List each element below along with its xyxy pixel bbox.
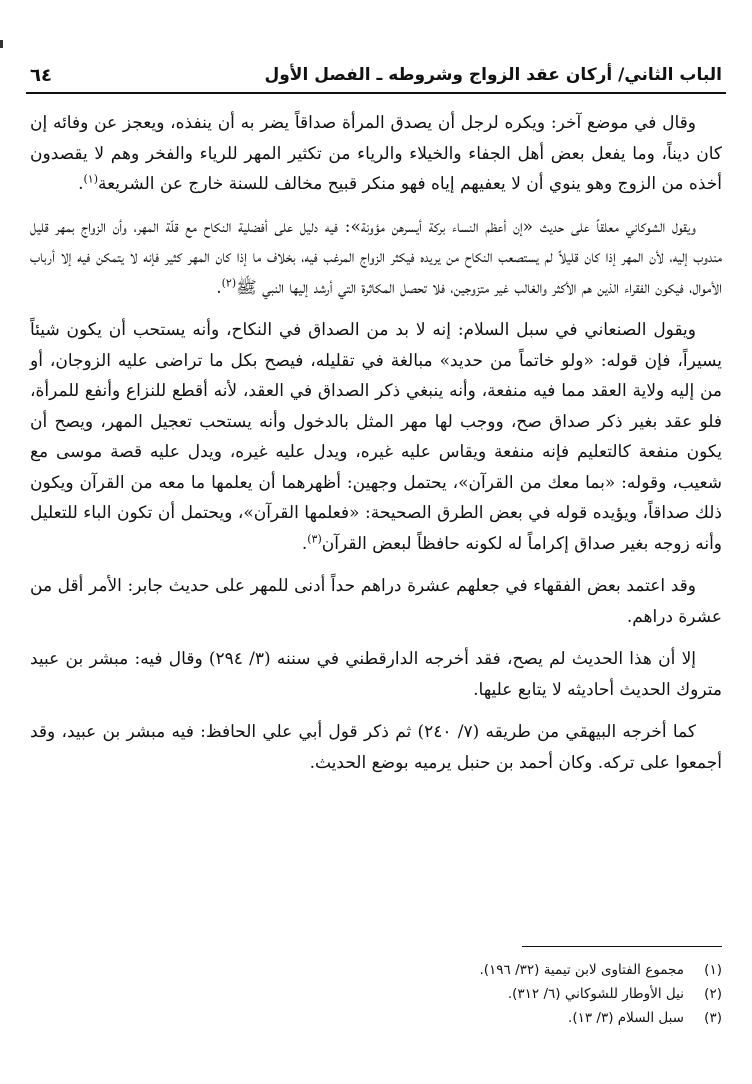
footnote (30, 1006, 722, 1030)
footnote-number: (٢) (704, 986, 722, 1002)
paragraph: إلا أن هذا الحديث لم يصح، فقد أخرجه الدارقطني في سننه (٣/ ٢٩٤) وقال فيه: مبشر بن عبيد متروك الحديث أحاديثه لا يتابع عليها. (30, 649, 722, 700)
footnote-text: نيل الأوطار للشوكاني (٦/ ٣١٢). (507, 986, 684, 1002)
footnote-ref: (٢) (221, 275, 237, 289)
paragraph: ويقول الصنعاني في سبل السلام: إنه لا بد من الصداق في النكاح، وأنه يستحب أن يكون شيئاً يسيراً، فإن قوله: «ولو خاتماً من حديد» مبالغة في تقليله، فيصح بكل ما تراضى عليه الزوجان، أو من إليه ولاية العقد مما فيه منفعة، وأنه ينبغي ذكر الصداق في العقد، لأنه أقطع للنزاع وأنفع للمرأة، فلو عقد بغير ذكر صداق صح، ووجب لها مهر المثل بالدخول وأنه يستحب تعجيل المهر، ويصح أن يكون منفعة كالتعليم فإنه منفعة ويقاس عليه غيره، ويدل عليه غيره، ويدل عليه قصة موسى مع شعيب، وقوله: «بما معك من القرآن»، يحتمل وجهين: أظهرهما أن يعلمها ما معه من القرآن ويكون ذلك صداقاً، ويؤيده قوله في بعض الطرق الصحيحة: «فعلمها القرآن»، ويحتمل أن تكون الباء للتعليل وأنه زوجه بغير صداق إكراماً له لكونه حافظاً لبعض القرآن$^{(٣)}$. (30, 320, 722, 554)
header-rule (26, 92, 726, 94)
paragraph: وقال في موضع آخر: ويكره لرجل أن يصدق المرأة صداقاً يضر به أن ينفذه، ويعجز عن وفائه إن كان ديناً، وما يفعل بعض أهل الجفاء والخيلاء والرياء من تكثير المهر للرياء والفخر وهم لا يقصدون أخذه من الزوج وهو ينوي أن لا يعفيهم إياه فهو منكر قبيح مخالف للسنة خارج عن الشريعة$^{(١)}$. (30, 113, 722, 194)
paragraph: كما أخرجه البيهقي من طريقه (٧/ ٢٤٠) ثم ذكر قول أبي علي الحافظ: فيه مبشر بن عبيد، وقد أجمعوا على تركه. وكان أحمد بن حنبل يرميه بوضع الحديث. (30, 722, 722, 773)
footnote-text: مجموع الفتاوى لابن تيمية (٣٢/ ١٩٦). (479, 962, 684, 978)
footnote-rule (522, 946, 722, 947)
paragraph: وقد اعتمد بعض الفقهاء في جعلهم عشرة دراهم حداً أدنى للمهر على حديث جابر: الأمر أقل من عشرة دراهم. (30, 576, 722, 627)
footnote-number: (٣) (704, 1010, 722, 1026)
page-number: ٦٤ (30, 64, 52, 86)
footnote (30, 958, 722, 982)
main-text (30, 108, 722, 778)
footnote-ref: (٣) (307, 531, 322, 545)
running-header (30, 58, 722, 92)
header-title: الباب الثاني/ أركان عقد الزواج وشروطه ـ الفصل الأول (264, 65, 722, 85)
footnote-text: سبل السلام (٣/ ١٣). (568, 1010, 684, 1026)
footnote (30, 982, 722, 1006)
footnotes (30, 958, 722, 1030)
footnote-number: (١) (704, 962, 722, 978)
footnote-ref: (١) (83, 172, 98, 186)
paragraph: ويقول الشوكاني معلقاً على حديث «إن أعظم النساء بركة أيسرهن مؤونة»: فيه دليل على أفضلية النكاح مع قلّة المهر، وأن الزواج بمهر قليل مندوب إليه، لأن المهر إذا كان قليلاً لم يستصعب النكاح من يريده فيكثر الزواج المرغب فيه، بخلاف ما إذا كان المهر كثير فإنه لا يتمكن فيه إلا أرباب الأموال، فيكون الفقراء الذين هم الأكثر والغالب غير متزوجين، فلا تحصل المكاثرة التي أرشد إليها النبي ﷺ$^{(٢)}$. (30, 216, 722, 298)
page-edge-mark (0, 40, 3, 48)
